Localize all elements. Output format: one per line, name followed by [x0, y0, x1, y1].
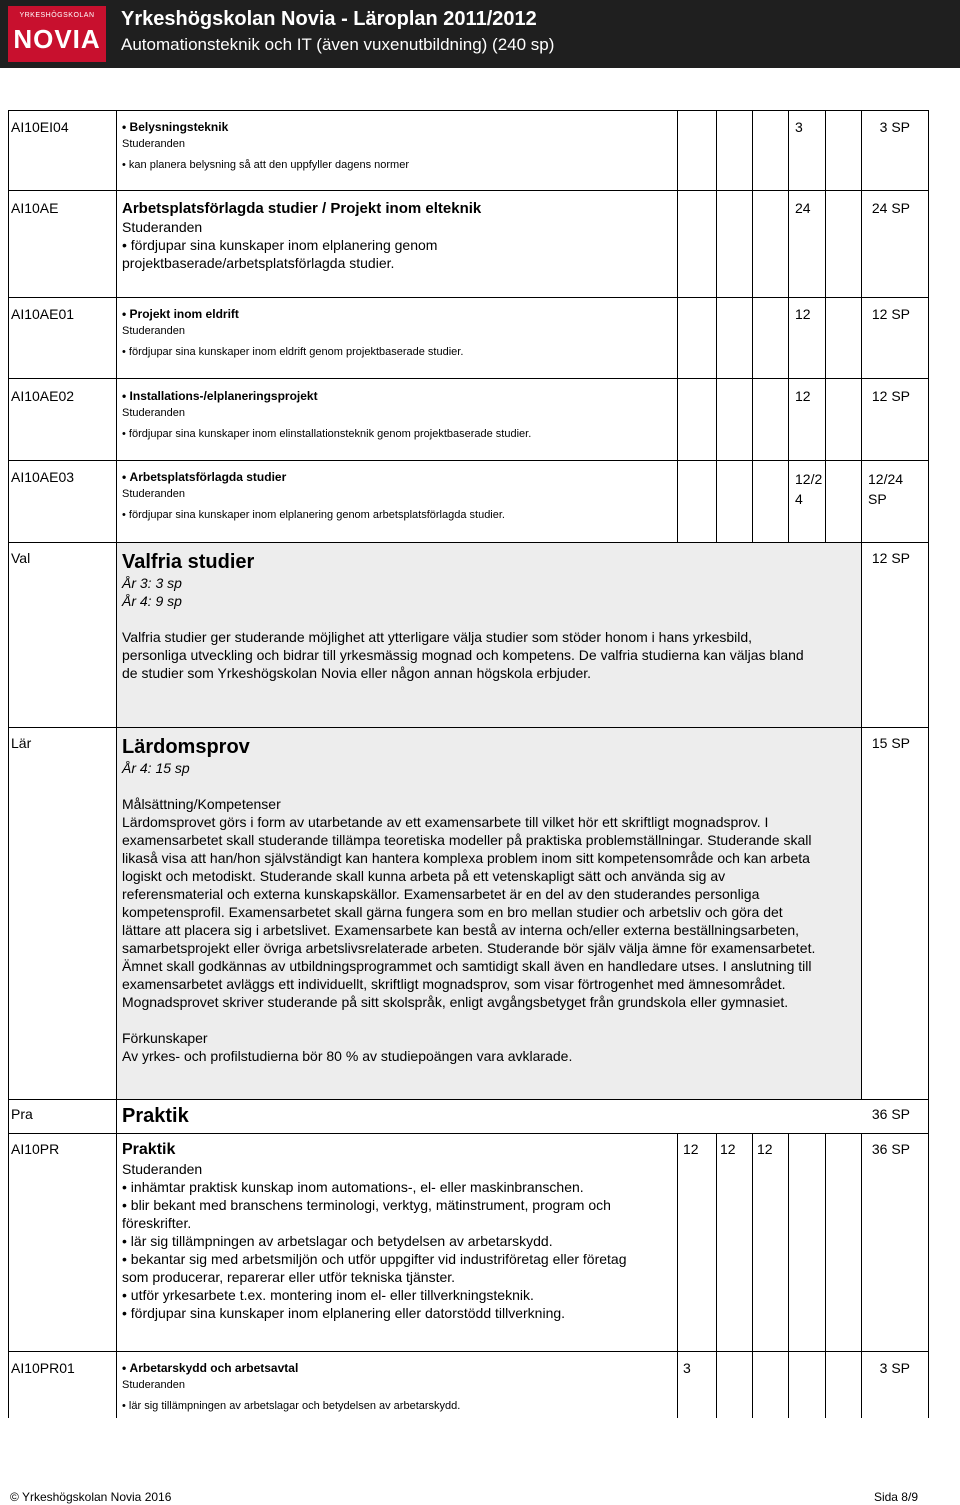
course-credits: 3: [795, 119, 803, 135]
learning-goal: • lär sig tillämpningen av arbetslagar och betydelsen av arbetarskydd.: [122, 1232, 862, 1250]
course-content: [122, 388, 862, 442]
section-code: Val: [11, 550, 31, 566]
learning-goal: • inhämtar praktisk kunskap inom automations-, el- eller maskinbranschen.: [122, 1178, 862, 1196]
year-credits: År 4: 9 sp: [122, 593, 182, 609]
course-title: • Belysningsteknik: [122, 119, 862, 135]
learning-goal: • utför yrkesarbete t.ex. montering inom el- eller tillverkningsteknik.: [122, 1286, 862, 1304]
novia-logo: [8, 6, 106, 62]
course-title: Arbetsplatsförlagda studier / Projekt inom elteknik: [122, 200, 482, 217]
course-credits: 12: [795, 306, 811, 322]
logo-main-text: NOVIA: [13, 24, 101, 54]
course-title: • Installations-/elplaneringsprojekt: [122, 388, 862, 404]
course-credits: 3: [683, 1360, 691, 1376]
learning-goal-cont: projektbaserade/arbetsplatsförlagda studier.: [122, 255, 395, 271]
course-sp: 24 SP: [871, 200, 910, 216]
students-label: Studeranden: [122, 1161, 203, 1177]
course-sp: 3 SP: [879, 1360, 910, 1376]
course-sp: [868, 469, 903, 509]
section-code: Pra: [11, 1106, 33, 1122]
learning-goal: • bekantar sig med arbetsmiljön och utför uppgifter vid industriföretag eller företag: [122, 1250, 862, 1268]
logo-top-text: YRKESHÖGSKOLAN: [19, 12, 95, 19]
learning-goal: • fördjupar sina kunskaper inom eldrift genom projektbaserade studier.: [122, 344, 862, 360]
section-title: Valfria studier: [122, 551, 255, 573]
prerequisites-heading: Förkunskaper: [122, 1030, 208, 1046]
section-title: Lärdomsprov: [122, 736, 250, 758]
students-label: Studeranden: [122, 1379, 185, 1391]
learning-goal: • kan planera belysning så att den uppfyller dagens normer: [122, 157, 862, 173]
course-content: [122, 200, 862, 272]
section-content: [122, 735, 862, 1065]
students-label: Studeranden: [122, 219, 203, 235]
learning-goal: • lär sig tillämpningen av arbetslagar och betydelsen av arbetarskydd.: [122, 1398, 862, 1414]
goals-text: Lärdomsprovet görs i form av utarbetande av ett examensarbete till vilket hör ett skriftligt mognadsprov. I examensarbetet skall studerande tillämpa teoretiska modeller på praktiska problemställningar. Studerande skall likaså visa att han/hon självständigt kan hantera komplexa problem inom sitt kompetensområde och kan arbeta logiskt och metodiskt. Studerande skall kunna arbeta på ett vetenskapligt sätt och använda sig av referensmaterial och externa kunskapskällor. Examensarbetet är en del av den studerandes personliga kompetensprofil. Examensarbetet skall gärna fungera som en bro mellan studier och arbetsliv och göra det lättare att placera sig i arbetslivet. Examensarbete kan bestå av interna och/eller externa beställningsarbeten, samarbetsprojekt eller övriga arbetslivsrelaterade arbeten. Studerande bör själv välja ämne för examensarbetet. Ämnet skall godkännas av utbildningsprogrammet och samtidigt skall även en handledare utses. I anslutning till examensarbetet avläggs ett individuellt, skriftligt mognadsprov, som visar förtrogenhet med ämnesområdet. Mognadsprovet skriver studerande på sitt skolspråk, enligt avgångsbetyget från grundskola eller gymnasiet.: [122, 814, 816, 1010]
course-title: Praktik: [122, 1141, 176, 1158]
learning-goal: • blir bekant med branschens terminologi, verktyg, mätinstrument, program och: [122, 1196, 862, 1214]
learning-goal-cont: föreskrifter.: [122, 1215, 192, 1231]
course-sp: 36 SP: [871, 1141, 910, 1157]
course-sp: 3 SP: [879, 119, 910, 135]
course-content: [122, 469, 862, 523]
footer-copyright: © Yrkeshögskolan Novia 2016: [10, 1490, 172, 1504]
course-sp: 12 SP: [871, 388, 910, 404]
learning-goal: • fördjupar sina kunskaper inom elinstallationsteknik genom projektbaserade studier.: [122, 426, 862, 442]
course-credits-line2: 4: [795, 491, 803, 507]
learning-goal-cont: som producerar, reparerar eller utför tekniska tjänster.: [122, 1269, 456, 1285]
students-label: Studeranden: [122, 407, 185, 419]
year-credits: År 4: 15 sp: [122, 760, 190, 776]
document-subtitle: Automationsteknik och IT (även vuxenutbildning) (240 sp): [121, 35, 555, 54]
course-content: [122, 1140, 862, 1322]
section-sp: 36 SP: [871, 1106, 910, 1122]
course-code: AI10AE01: [11, 306, 75, 322]
course-code: AI10PR: [11, 1141, 60, 1157]
footer-page-number: Sida 8/9: [873, 1490, 918, 1504]
course-credits: 12: [795, 388, 811, 404]
students-label: Studeranden: [122, 488, 185, 500]
students-label: Studeranden: [122, 325, 185, 337]
course-credits-line1: 12/2: [795, 471, 823, 487]
section-title: Praktik: [122, 1105, 189, 1127]
section-description: Valfria studier ger studerande möjlighet att ytterligare välja studier som stöder honom i hans yrkesbild,: [122, 629, 753, 645]
course-title: • Projekt inom eldrift: [122, 306, 862, 322]
course-code: AI10AE: [11, 200, 59, 216]
learning-goal: • fördjupar sina kunskaper inom elplanering genom: [122, 236, 862, 254]
prerequisites-text: Av yrkes- och profilstudierna bör 80 % av studiepoängen vara avklarade.: [122, 1048, 573, 1064]
goals-heading: Målsättning/Kompetenser: [122, 796, 281, 812]
section-sp: 15 SP: [871, 735, 910, 751]
section-description: personliga utveckling och bidrar till yrkesmässig mognad och kompetens. De valfria studierna kan väljas bland: [122, 647, 804, 663]
course-code: AI10EI04: [11, 119, 69, 135]
section-sp: 12 SP: [871, 550, 910, 566]
course-content: [122, 119, 862, 173]
year-credits: 12: [757, 1141, 773, 1157]
course-code: AI10AE02: [11, 388, 75, 404]
course-title: • Arbetsplatsförlagda studier: [122, 469, 862, 485]
course-sp-line1: 12/24: [868, 471, 904, 487]
course-code: AI10AE03: [11, 469, 75, 485]
course-credits: 24: [795, 200, 811, 216]
course-code: AI10PR01: [11, 1360, 75, 1376]
year-credits: 12: [720, 1141, 736, 1157]
course-sp-line2: SP: [868, 491, 887, 507]
students-label: Studeranden: [122, 138, 185, 150]
year-credits: 12: [683, 1141, 699, 1157]
document-title: Yrkeshögskolan Novia - Läroplan 2011/2012: [121, 8, 537, 30]
course-content: [122, 1360, 862, 1414]
course-sp: 12 SP: [871, 306, 910, 322]
course-title: • Arbetarskydd och arbetsavtal: [122, 1360, 862, 1376]
section-code: Lär: [11, 735, 32, 751]
section-content: [122, 550, 862, 682]
course-content: [122, 306, 862, 360]
section-description: de studier som Yrkeshögskolan Novia eller någon annan högskola erbjuder.: [122, 665, 592, 681]
course-credits: [795, 469, 822, 509]
page-header: [0, 0, 960, 68]
learning-goal: • fördjupar sina kunskaper inom elplanering eller datorstödd tillverkning.: [122, 1304, 862, 1322]
year-credits: År 3: 3 sp: [122, 575, 182, 591]
learning-goal: • fördjupar sina kunskaper inom elplanering genom arbetsplatsförlagda studier.: [122, 507, 862, 523]
